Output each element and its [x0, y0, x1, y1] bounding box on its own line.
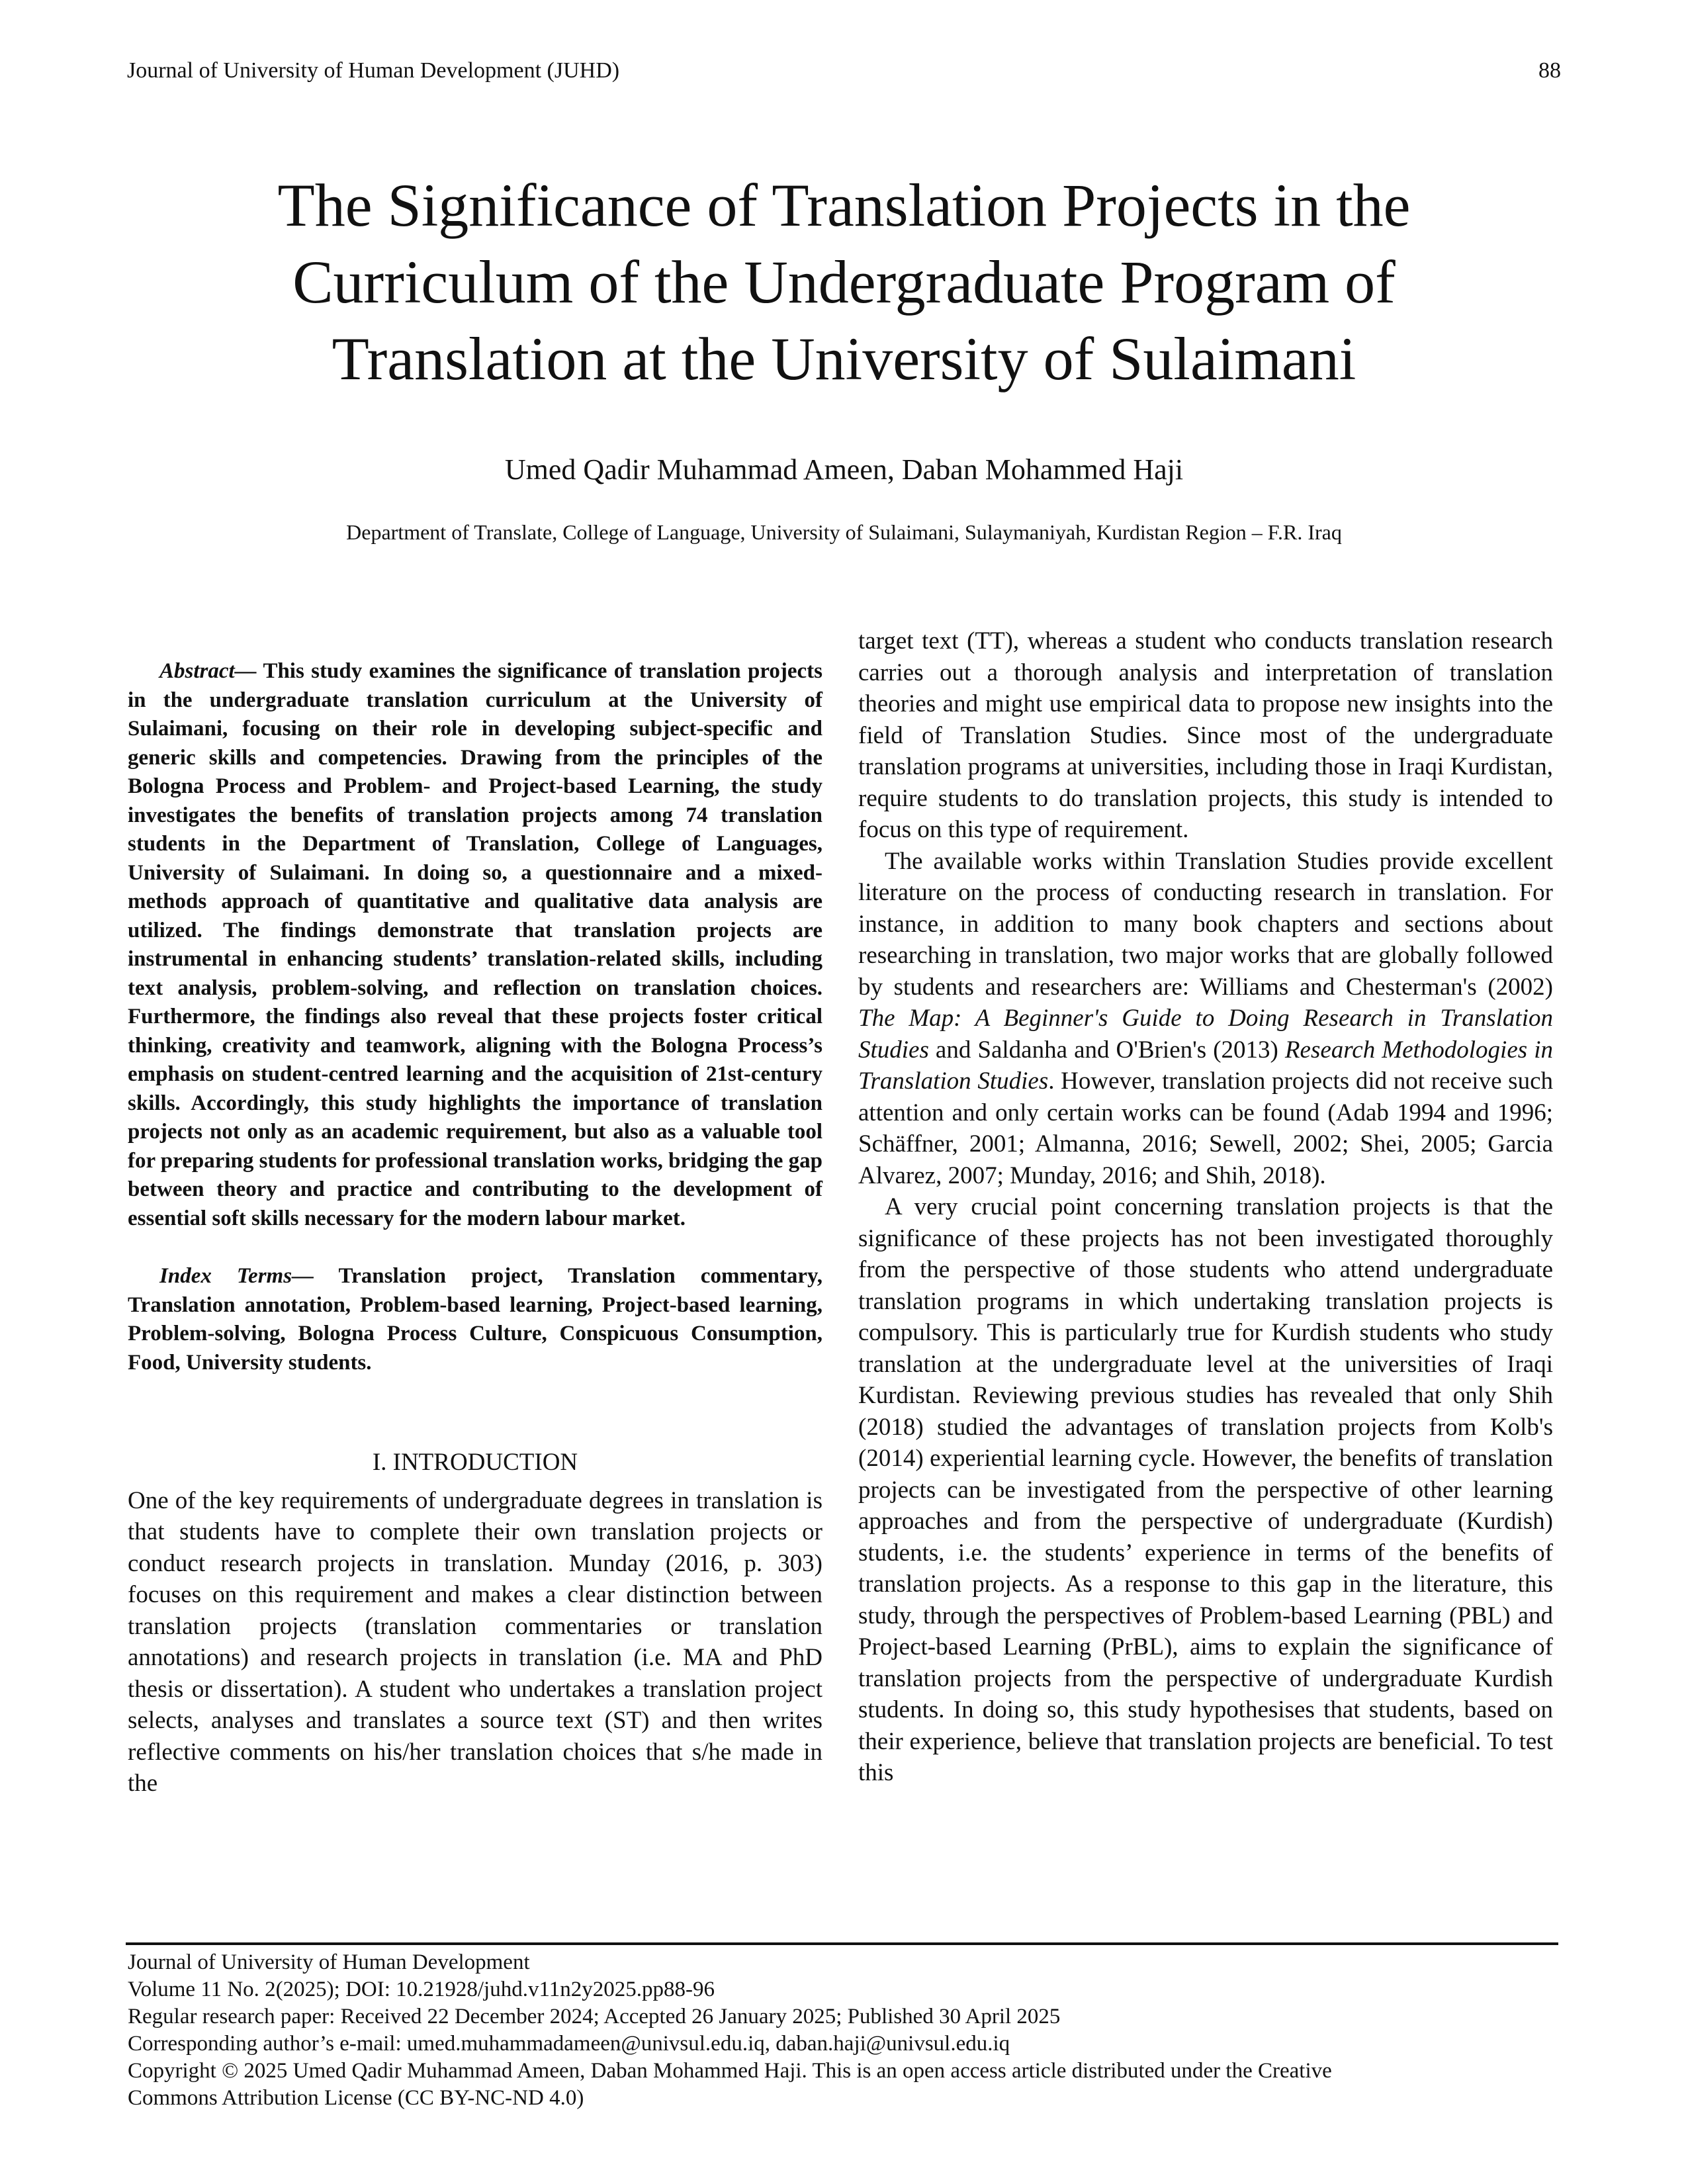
footer [128, 1949, 1558, 2112]
footer-license: Commons Attribution License (CC BY-NC-ND 4.0) [128, 2086, 584, 2110]
body-paragraph-1: target text (TT), whereas a student who conducts translation research carries out a thorough analysis and interpretation of translation theories and might use empirical data to propose new insights into the field of Translation Studies. Since most of the undergraduate translation programs at universities, including those in Iraqi Kurdistan, require students to do translation projects, this study is intended to focus on this type of requirement. [858, 627, 1553, 843]
title-line-3: Translation at the University of Sulaimani [332, 325, 1356, 392]
paper-title [132, 167, 1556, 397]
right-column [858, 625, 1553, 1789]
abstract-label: Abstract— [159, 659, 257, 683]
page-number: 88 [1538, 58, 1561, 83]
running-head [127, 58, 1561, 83]
body-paragraph-3: A very crucial point concerning translation projects is that the significance of these projects has not been investigated thoroughly from the perspective of those students who attend undergraduate translation programs in which undertaking translation projects is compulsory. This is particularly true for Kurdish students who study translation at the undergraduate level at the universities of Iraqi Kurdistan. Reviewing previous studies has revealed that only Shih (2018) studied the advantages of translation projects from Kolb's (2014) experiential learning cycle. However, the benefits of translation projects can be investigated from the perspective of other learning approaches and from the perspective of undergraduate (Kurdish) students, i.e. the students’ experience in terms of the benefits of translation projects. As a response to this gap in the literature, this study, through the perspectives of Problem-based Learning (PBL) and Project-based Learning (PrBL), aims to explain the significance of translation projects from the perspective of undergraduate Kurdish students. In doing so, this study hypothesises that students, based on their experience, believe that translation projects are beneficial. To test this [858, 1193, 1553, 1786]
p2-text-a: The available works within Translation Studies provide excellent literature on the process of conducting research in translation. For instance, in addition to many book chapters and sections about researching in translation, two major works that are globally followed by students and researchers are: Williams and Chesterman's (2002) [858, 847, 1553, 1001]
footer-dates: Regular research paper: Received 22 December 2024; Accepted 26 January 2025; Published 30 April 2025 [128, 2005, 1061, 2028]
abstract [128, 657, 822, 1233]
intro-paragraph-1: One of the key requirements of undergraduate degrees in translation is that students have to complete their own translation projects or conduct research projects in translation. Munday (2016, p. 303) focuses on this requirement and makes a clear distinction between translation projects (translation commentaries or translation annotations) and research projects in translation (i.e. MA and PhD thesis or dissertation). A student who undertakes a translation project selects, analyses and translates a source text (ST) and then writes reflective comments on his/her translation choices that s/he made in the [128, 1486, 822, 1797]
title-line-1: The Significance of Translation Projects in the [277, 171, 1411, 239]
affiliation: Department of Translate, College of Language, University of Sulaimani, Sulaymaniyah, Kurdistan Region – F.R. Iraq [346, 520, 1342, 544]
index-terms-text: Translation project, Translation commentary, Translation annotation, Problem-based learning, Project-based learning, Problem-solving, Bologna Process Culture, Conspicuous Consumption, Food, University students. [128, 1264, 822, 1375]
footer-copyright: Copyright © 2025 Umed Qadir Muhammad Ameen, Daban Mohammed Haji. This is an open access article distributed under the Creative [128, 2059, 1332, 2083]
title-line-2: Curriculum of the Undergraduate Program of [292, 248, 1396, 316]
book-title-2: Research Methodologies in Translation Studies [858, 1036, 1553, 1095]
book-title-1: The Map: A Beginner's Guide to Doing Research in Translation Studies [858, 1005, 1553, 1064]
footer-journal: Journal of University of Human Development [128, 1950, 530, 1974]
p2-text-b: and Saldanha and O'Brien's (2013) [928, 1036, 1285, 1064]
footer-divider [126, 1942, 1558, 1945]
abstract-text: This study examines the significance of translation projects in the undergraduate translation curriculum at the University of Sulaimani, focusing on their role in developing subject-specific and generic skills and competencies. Drawing from the principles of the Bologna Process and Problem- and Project-based Learning, the study investigates the benefits of translation projects among 74 translation students in the Department of Translation, College of Languages, University of Sulaimani. In doing so, a questionnaire and a mixed-methods approach of quantitative and qualitative data analysis are utilized. The findings demonstrate that translation projects are instrumental in enhancing students’ translation-related skills, including text analysis, problem-solving, and reflection on translation choices. Furthermore, the findings also reveal that these projects foster critical thinking, creativity and teamwork, aligning with the Bologna Process’s emphasis on student-centred learning and the acquisition of 21st-century skills. Accordingly, this study highlights the importance of translation projects not only as an academic requirement, but also as a valuable tool for preparing students for professional translation works, bridging the gap between theory and practice and contributing to the development of essential soft skills necessary for the modern labour market. [128, 659, 823, 1230]
p2-text-c: . However, translation projects did not receive such attention and only certain works can be found (Adab 1994 and 1996; Schäffner, 2001; Almanna, 2016; Sewell, 2002; Shei, 2005; Garcia Alvarez, 2007; Munday, 2016; and Shih, 2018). [858, 1068, 1554, 1189]
index-terms [128, 1262, 822, 1377]
authors: Umed Qadir Muhammad Ameen, Daban Mohammed Haji [504, 453, 1184, 486]
journal-name: Journal of University of Human Development (JUHD) [127, 58, 620, 83]
body-paragraph-2 [858, 846, 1553, 1192]
footer-volume-doi: Volume 11 No. 2(2025); DOI: 10.21928/juhd.v11n2y2025.pp88-96 [128, 1978, 715, 2001]
index-terms-label: Index Terms— [159, 1264, 314, 1288]
footer-email: Corresponding author’s e-mail: umed.muhammadameen@univsul.edu.iq, daban.haji@univsul.edu.iq [128, 2032, 1010, 2056]
section-heading-introduction: I. INTRODUCTION [372, 1449, 578, 1476]
left-column [128, 657, 822, 1799]
